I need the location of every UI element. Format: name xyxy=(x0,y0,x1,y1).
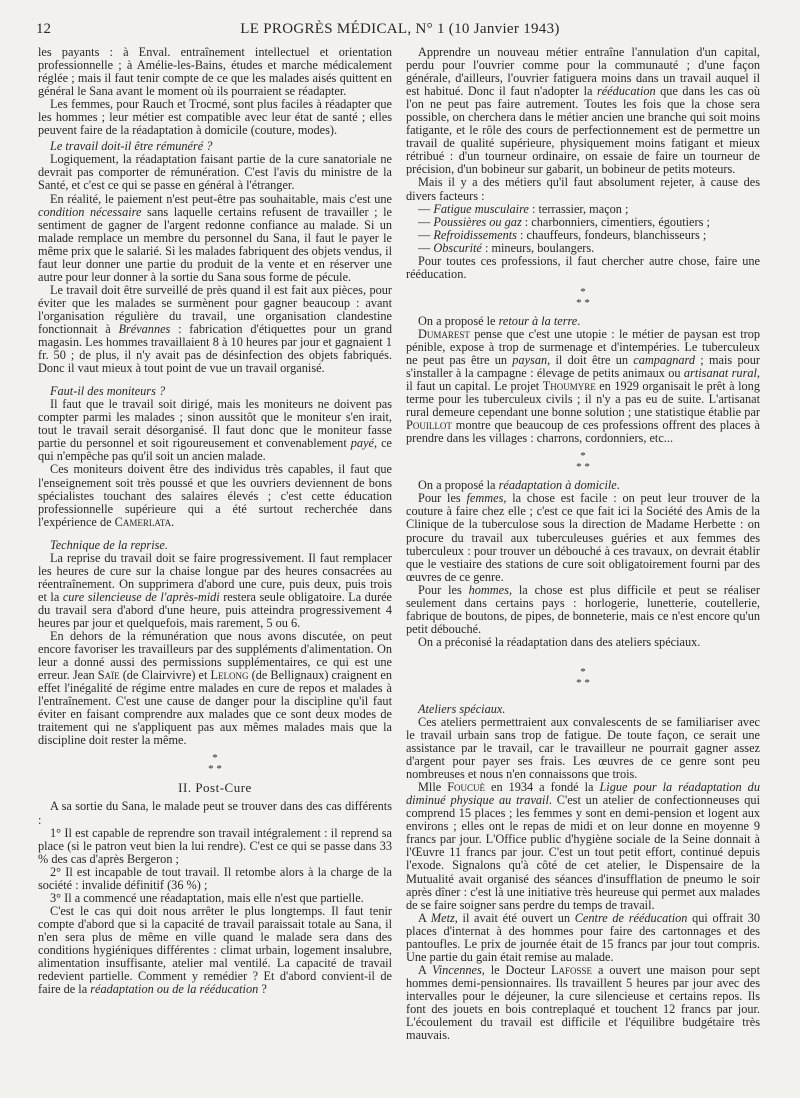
paragraph: Dumarest pense que c'est une utopie : le métier de paysan est trop pénible, expose à trop de surmenage et d'intempéries. Le tuberculeux ne peut pas être un paysan, il doit être un campagnard ; mais pour s'installer à la campagne : élevage de petits animaux ou artisanat rural, il faut un capital. Le projet Thoumyre en 1929 organisait le prêt à long terme pour les tuberculeux civils ; il n'y a pas eu de suite. L'artisanat rural demeure cependant une bonne solution ; une statistique établie par Pouillot montre que beaucoup de ces professions offrent des places à prendre dans les villages : charrons, cordonniers, etc... xyxy=(406,326,760,446)
subheading: Faut-il des moniteurs ? xyxy=(50,384,166,399)
list-item: — Poussières ou gaz : charbonniers, cimentiers, égoutiers ; xyxy=(418,214,710,229)
paragraph: A Vincennes, le Docteur Lafosse a ouvert une maison pour sept hommes demi-pensionnaires. Ils travaillent 5 heures par jour avec des intervalles pour le déjeuner, la cure silencieuse et certains repos. Ils font des jouets en bois contreplaqué et touchent 12 francs par jour. L'écoulement du travail est difficile et l'équilibre budgétaire très mauvais. xyxy=(406,962,760,1043)
section-title: II. Post-Cure xyxy=(178,780,252,796)
paragraph: La reprise du travail doit se faire progressivement. Il faut remplacer les heures de cure sur la chaise longue par des heures consacrées au réentraînement. On supprimera d'abord une cure, puis deux, puis trois et la cure silencieuse de l'après-midi restera seule obligatoire. La durée du travail sera d'abord d'une heure, puis atteindra progressivement 4 heures par jour et quelquefois, mais rarement, 5 ou 6. xyxy=(38,550,392,630)
paragraph: Mlle Foucuè en 1934 a fondé la Ligue pour la réadaptation du diminué physique au travail. C'est un atelier de confectionneuses qui comprend 15 places ; les femmes y sont en demi-pension et logent aux environs ; elles ont le repas de midi et on leur donne en moyenne 9 francs par jour. L'Office public d'hygiène sociale de la Seine donnait à l'Œuvre 11 francs par jour. C'est un tout petit effort, continué depuis l'exode. Signalons qu'à côté de cet atelier, le Dispensaire de la Mutualité avait organisé des séances d'insufflation de pneumo le soir après dîner : c'est là une initiative très heureuse qui permet aux malades de se faire soigner sans perdre du temps de travail. xyxy=(406,780,760,912)
subheading: Le travail doit-il être rémunéré ? xyxy=(50,139,213,154)
paragraph: A sa sortie du Sana, le malade peut se trouver dans des cas différents : xyxy=(38,799,392,827)
paragraph: Pour toutes ces professions, il faut chercher autre chose, faire une rééducation. xyxy=(406,253,760,281)
paragraph: les payants : à Enval. entraînement intellectuel et orientation professionnelle ; à Amélie-les-Bains, études et marche médicalement réglée ; mais il faut tenir compte de ce que les malades aisés quittent en général le Sana avant le moment où ils pourraient se réadapter. xyxy=(38,46,392,99)
running-head xyxy=(96,21,764,38)
section-separator: * * * xyxy=(208,752,222,776)
page-header xyxy=(36,14,764,38)
paragraph: Le travail doit être surveillé de près quand il est fait aux pièces, pour éviter que les malades se surmènent pour gagner beaucoup : avant l'organisation régulière du travail, une organisation clandestine fonctionnait à Brévannes : fabrication d'étiquettes pour un grand magasin. Les hommes travaillaient 8 à 10 heures par jour et gagnaient 1 fr. 50 ; de plus, il n'y avait pas de désinfection des objets fabriqués. Donc il vaut mieux à tout point de vue un travail organisé. xyxy=(38,282,392,376)
journal-title: LE PROGRÈS MÉDICAL, xyxy=(240,21,412,37)
list-item: — Obscurité : mineurs, boulangers. xyxy=(418,240,595,255)
paragraph: On a préconisé la réadaptation dans des ateliers spéciaux. xyxy=(418,634,701,649)
paragraph: C'est le cas qui doit nous arrêter le plus longtemps. Il faut tenir compte d'abord que si la capacité de travail paraissait totale au Sana, il n'en sera plus de même en ville quand le malade sera dans des conditions hygiéniques différentes : climat urbain, logement insalubre, alimentation insuffisante, atelier mal ventilé. La capacité de travail redevient partielle. Comment y remédier ? Et d'abord convient-il de faire de la réadaptation ou de la rééducation ? xyxy=(38,903,392,997)
list-item: 1° Il est capable de reprendre son travail intégralement : il reprend sa place (si le patron veut bien la lui rendre). C'est ce qui se passe dans 33 % des cas d'après Bergeron ; xyxy=(38,825,392,866)
paragraph: A Metz, il avait été ouvert un Centre de rééducation qui offrait 30 places d'internat à des hommes pour faire des cartonnages et des pantoufles. Le prix de journée était de 15 francs par jour tout compris. Une partie du gain était remise au malade. xyxy=(406,910,760,964)
paragraph: Il faut que le travail soit dirigé, mais les moniteurs ne doivent pas compter parmi les malades ; sinon aussitôt que le moniteur s'en irait, tout le travail serait désorganisé. Il faut donc que le moniteur fasse partie du personnel et soit rigoureusement et convenablement payé, ce qui n'empêche pas qu'il soit un ancien malade. xyxy=(38,397,392,464)
paragraph: On a proposé le retour à la terre. xyxy=(418,313,581,328)
left-column xyxy=(38,46,392,1056)
paragraph: En dehors de la rémunération que nous avons discutée, on peut encore favoriser les travailleurs par des suppléments d'alimentation. On leur a donné aussi des permissions supplémentaires, ce qui est une erreur. Jean Saïe (de Clairvivre) et Lelong (de Bellignaux) craignent en effet l'inégalité de régime entre malades en cure de repos et malades à l'entraînement. C'est une cause de danger pour la discipline qu'il faut éviter en faisant comprendre aux malades que ce sont deux modes de traitement qui ne s'appliquent pas aux mêmes malades mais que la discipline doit rester la même. xyxy=(38,629,392,748)
list-item: — Refroidissements : chauffeurs, fondeurs, blanchisseurs ; xyxy=(418,227,707,242)
paragraph: Logiquement, la réadaptation faisant partie de la cure sanatoriale ne devrait pas comporter de rémunération. C'est l'avis du ministre de la Santé, et c'est ce qui se passe en général à l'étranger. xyxy=(38,152,392,193)
paragraph: Ces ateliers permettraient aux convalescents de se familiariser avec le travail urbain sans trop de fatigue. De toute façon, ce serait une assistance par le travail, car le travailleur ne pourrait gagner assez d'argent pour payer ses frais. Les œuvres de ce genre sont peu nombreuses et nous n'en connaissons que trois. xyxy=(406,714,760,782)
paragraph: Apprendre un nouveau métier entraîne l'annulation d'un capital, perdu pour l'ouvrier comme pour la communauté ; d'une façon générale, d'ailleurs, l'ouvrier fatiguera moins dans un travail auquel il est habitué. Donc il faut n'adopter la rééducation que dans les cas où l'on ne peut pas faire autrement. Toutes les fois que la chose sera possible, on cherchera dans le métier ancien une branche qui soit moins fatigante, et le rôle des cours de perfectionnement est de permettre un travail de qualité supérieure, physiquement moins fatigant et mieux rétribué : d'un tourneur ordinaire, on essaie de faire un tourneur de précision, d'un bobineur sur gabarit, un bobineur de petits moteurs. xyxy=(406,46,760,177)
subheading: Technique de la reprise. xyxy=(50,537,168,552)
paragraph: Ces moniteurs doivent être des individus très capables, il faut que l'enseignement soit très poussé et que les ouvriers deviennent de bons spécialistes touchant des salaires élevés ; c'est cette éducation professionnelle supérieure qui a été surtout recherchée dans l'expérience de Camerlata. xyxy=(38,462,392,529)
section-separator: * * * xyxy=(576,285,590,309)
list-item: — Fatigue musculaire : terrassier, maçon ; xyxy=(418,201,629,216)
subheading: Ateliers spéciaux. xyxy=(418,701,506,716)
paragraph: Mais il y a des métiers qu'il faut absolument rejeter, à cause des divers facteurs : xyxy=(406,175,760,203)
paragraph: On a proposé la réadaptation à domicile. xyxy=(418,478,620,493)
list-item: 2° Il est incapable de tout travail. Il retombe alors à la charge de la société : invalide définitif (36 %) ; xyxy=(38,864,392,892)
paragraph: Les femmes, pour Rauch et Trocmé, sont plus faciles à réadapter que les hommes ; leur métier est compatible avec leur état de santé ; elles peuvent faire de la réadaptation à domicile (couture, modes). xyxy=(38,97,392,138)
paragraph: Pour les hommes, la chose est plus difficile et peut se réaliser seulement dans certains pays : horlogerie, lunetterie, coutellerie, fabrique de boutons, de pipes, de bonneterie, mais ce n'est encore qu'un petit débouché. xyxy=(406,582,760,636)
list-item: 3° Il a commencé une réadaptation, mais elle n'est que partielle. xyxy=(50,890,364,905)
issue-info: N° 1 (10 Janvier 1943) xyxy=(415,21,560,37)
section-separator: * * * xyxy=(576,450,590,474)
right-column xyxy=(406,46,760,1056)
paragraph: Pour les femmes, la chose est facile : on peut leur trouver de la couture à faire chez elle ; c'est ce que fait ici la Société des Amis de la Clinique de la tuberculose sous la direction de Madame Herbette : on procure du travail aux tuberculeuses guéries et aux femmes des tuberculeux : pour trouver un débouché à ces travaux, on devrait établir que le vestiaire des stations de cure soit obligatoirement fourni par des œuvres de ce genre. xyxy=(406,491,760,584)
page-number: 12 xyxy=(36,21,51,37)
paragraph: En réalité, le paiement n'est peut-être pas souhaitable, mais c'est une condition nécessaire sans laquelle certains refusent de travailler ; le sentiment de gagner de l'argent redonne confiance au malade. Si un malade remplace un membre du personnel du Sana, il faut le payer le même prix que le salarié. Si les malades fabriquent des objets vendus, il faut leur donner une partie du produit de la vente et en réserver une autre pour leur donner à la sortie du Sana sous forme de pécule. xyxy=(38,191,392,284)
section-separator: * * * xyxy=(576,665,590,689)
